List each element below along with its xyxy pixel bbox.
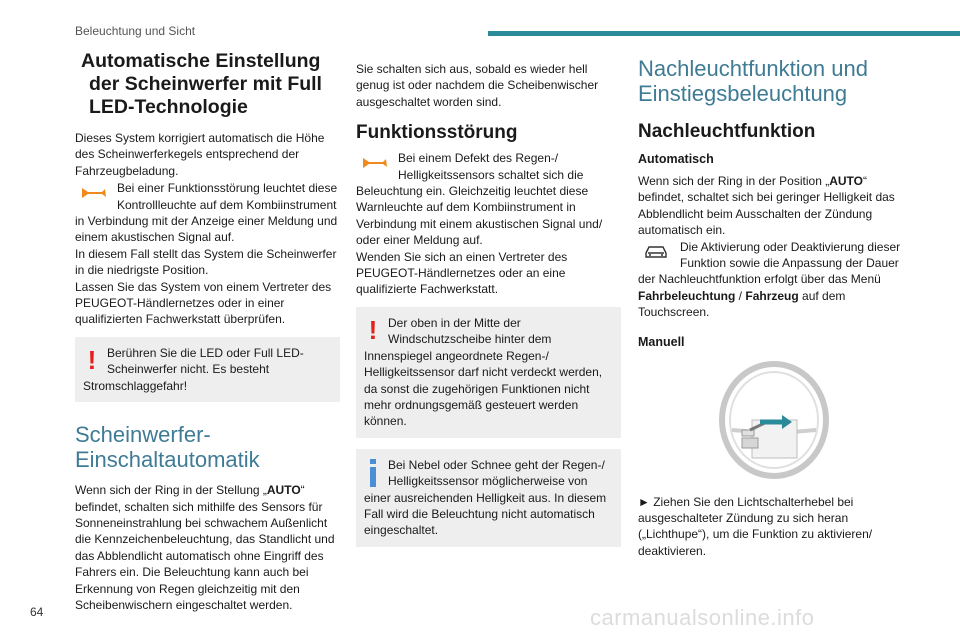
text-run-bold: AUTO — [829, 174, 863, 188]
paragraph — [75, 482, 340, 613]
exclamation-icon: ! — [368, 314, 378, 345]
heading-line: Einschaltautomatik — [75, 447, 260, 473]
warning-box — [75, 337, 340, 402]
wrench-icon — [356, 152, 392, 174]
heading-auto-lighting — [75, 422, 340, 472]
paragraph-with-icon — [356, 150, 621, 248]
exclamation-icon: ! — [87, 344, 97, 375]
subheading-automatic: Automatisch — [638, 152, 714, 166]
text-run-bold: Fahrbeleuchtung — [638, 288, 736, 303]
heading-line: Einstiegsbeleuchtung — [638, 81, 848, 106]
paragraph: In diesem Fall stellt das System die Scheinwerfer in die niedrigste Position. — [75, 246, 337, 278]
paragraph: Bei einer Funktionsstörung leuchtet diese Kontrollleuchte auf dem Kombiinstrument in Verbindung mit der Anzeige einer Meldung und einem akustischen Signal auf. — [75, 181, 338, 245]
text-run: “ befindet, schaltet sich bei geringer Helligkeit das Abblendlicht beim Ausschalten der Zündung automatisch ein. — [638, 174, 895, 238]
heading-follow-me-home-function: Nachleuchtfunktion — [638, 121, 816, 142]
column-1 — [75, 50, 340, 613]
warning-box — [356, 307, 621, 438]
running-header: Beleuchtung und Sicht — [75, 24, 196, 38]
text-run: “ befindet, schalten sich mithilfe des Sensors für Sonneneinstrahlung bei schwachem Außenlicht die Kennzeichenbeleuchtung, das Standlicht und das Abblendlicht automatisch ohne Eingriff des Fahrers ein. Die Beleuchtung kann auch bei Erkennung von Regen gleichzeitig mit den Scheibenwischern eingeschaltet werden. — [75, 483, 335, 612]
watermark: carmanualsonline.info — [590, 605, 815, 630]
warning-text: Der oben in der Mitte der Windschutzscheibe hinter dem Innenspiegel angeordnete Regen-/ Helligkeitssensor darf nicht verdeckt werden, da sonst die zugehörigen Funktionen nicht mehr ordnungsgemäß gesteuert werden können. — [364, 315, 603, 429]
heading-line: Automatische Einstellung — [81, 50, 321, 72]
steering-wheel-illustration — [712, 360, 832, 480]
heading-line: LED-Technologie — [89, 96, 248, 118]
paragraph: Sie schalten sich aus, sobald es wieder hell genug ist oder nachdem die Scheibenwischer ausgeschaltet worden sind. — [356, 62, 599, 109]
paragraph — [638, 239, 906, 321]
heading-headlamp-adjustment — [81, 50, 340, 119]
car-icon — [638, 241, 674, 263]
paragraph: Bei einem Defekt des Regen-/ Helligkeitssensors schaltet sich die Beleuchtung ein. Gleichzeitig leuchtet diese Warnleuchte auf dem Kombiinstrument in Verbindung mit einem akustischen Signal und/ oder einer Meldung auf. — [356, 151, 603, 248]
heading-follow-me-home — [638, 56, 906, 106]
wrench-icon — [75, 182, 111, 204]
paragraph: Lassen Sie das System von einem Vertreter des PEUGEOT-Händlernetzes oder in einer qualifizierten Fachwerkstatt überprüfen. — [75, 279, 332, 327]
subheading-manual: Manuell — [638, 334, 685, 349]
warning-text: Berühren Sie die LED oder Full LED-Scheinwerfer nicht. Es besteht Stromschlaggefahr! — [83, 345, 304, 393]
paragraph-with-icon — [75, 180, 340, 246]
paragraph: Wenden Sie sich an einen Vertreter des PEUGEOT-Händlernetzes oder an eine qualifizierte Fachwerkstatt. — [356, 249, 568, 297]
info-icon — [364, 457, 382, 489]
heading-malfunction: Funktionsstörung — [356, 122, 518, 144]
instruction-step: ► Ziehen Sie den Lichtschalterhebel bei ausgeschalteter Zündung zu sich heran („Lichthupe“), um die Funktion zu aktivieren/ deaktivieren. — [638, 494, 873, 558]
paragraph: Dieses System korrigiert automatisch die Höhe des Scheinwerferkegels entsprechend der Fahrzeugbeladung. — [75, 131, 325, 178]
text-run: Wenn sich der Ring in der Position „ — [638, 174, 830, 188]
info-box — [356, 449, 621, 547]
page-number: 64 — [30, 605, 44, 619]
text-run: Wenn sich der Ring in der Stellung „ — [75, 483, 267, 498]
text-run: auf dem Touchscreen. — [638, 288, 846, 320]
text-run: / — [735, 288, 746, 303]
column-2 — [356, 61, 621, 547]
text-run: Die Aktivierung oder Deaktivierung dieser Funktion sowie die Anpassung der Dauer der Nachleuchtfunktion erfolgt über das Menü — [638, 239, 901, 287]
heading-line: Scheinwerfer- — [75, 422, 211, 448]
header-accent-bar — [488, 31, 960, 36]
paragraph-with-icon — [638, 239, 906, 321]
text-run-bold: Fahrzeug — [745, 288, 799, 303]
info-text: Bei Nebel oder Schnee geht der Regen-/ Helligkeitssensor möglicherweise von einer ausreichenden Helligkeit aus. In diesem Fall wird die Beleuchtung nicht automatisch eingeschaltet. — [364, 457, 607, 538]
heading-line: Nachleuchtfunktion und — [638, 56, 868, 81]
column-3 — [638, 56, 906, 559]
paragraph — [638, 173, 906, 239]
heading-line: der Scheinwerfer mit Full — [89, 73, 322, 95]
text-run-bold: AUTO — [266, 483, 301, 498]
